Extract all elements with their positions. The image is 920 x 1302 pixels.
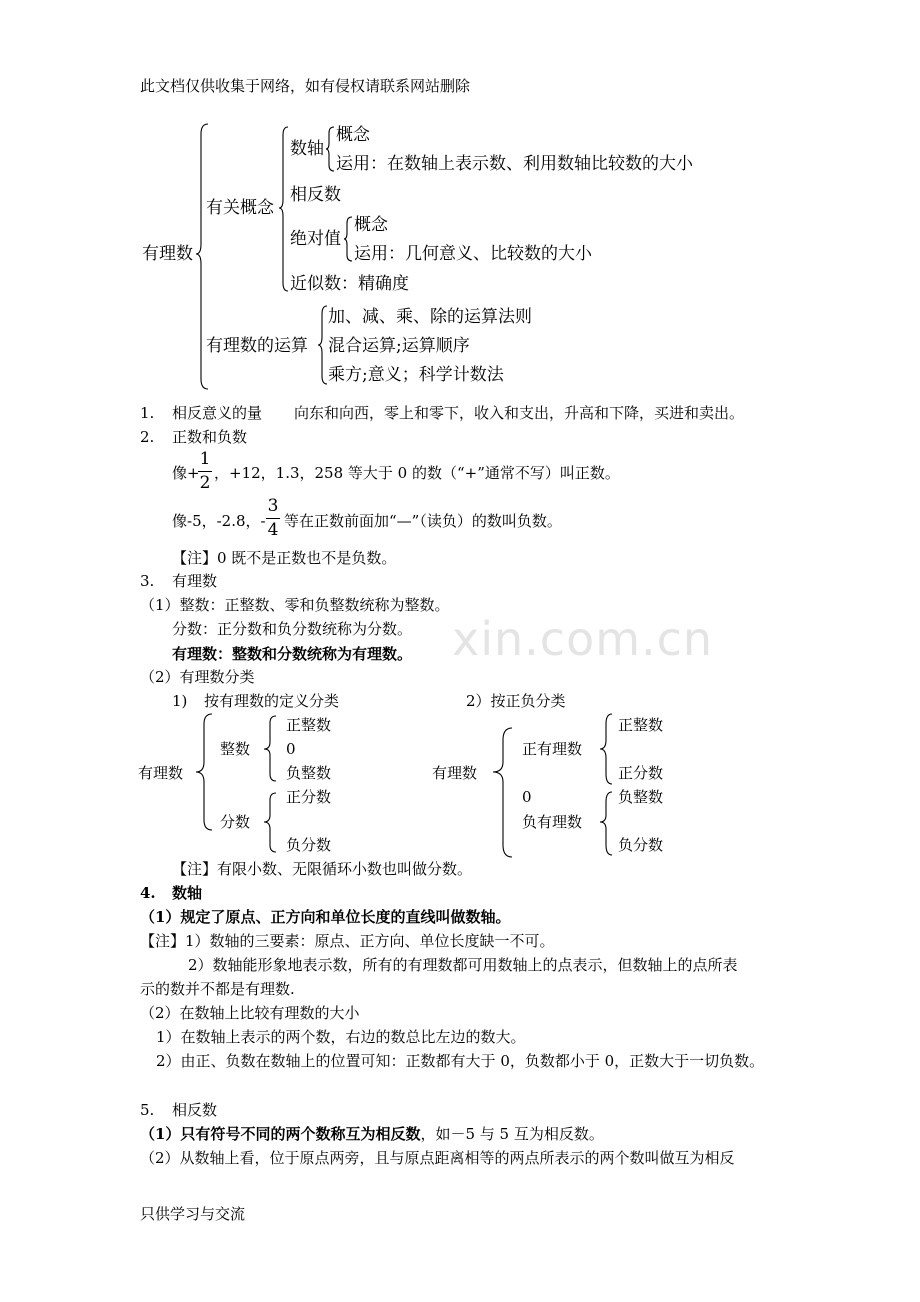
s5-num: 5. bbox=[140, 1101, 155, 1119]
s5-title: 相反数 bbox=[172, 1101, 218, 1119]
s1-title: 相反意义的量 bbox=[172, 404, 263, 422]
c1-neg-frac: 负分数 bbox=[286, 836, 332, 854]
s5-p2: （2）从数轴上看，位于原点两旁，且与原点距离相等的两点所表示的两个数叫做互为相反 bbox=[140, 1149, 735, 1167]
s2-pos-numerator: 1 bbox=[199, 449, 211, 469]
s3-p1: （1）整数：正整数、零和负整数统称为整数。 bbox=[140, 596, 450, 614]
s4-title: 数轴 bbox=[172, 884, 203, 902]
watermark: xin.com.cn bbox=[452, 612, 714, 666]
c1-root: 有理数 bbox=[138, 764, 184, 782]
tree-op1: 加、减、乘、除的运算法则 bbox=[328, 307, 532, 327]
s2-neg-numerator: 3 bbox=[267, 496, 279, 516]
c2-pos-int: 正整数 bbox=[618, 716, 664, 734]
tree-number-line: 数轴 bbox=[290, 139, 324, 159]
s3-p3: 有理数：整数和分数统称为有理数。 bbox=[172, 645, 413, 663]
s4-p2a: 1）在数轴上表示的两个数，右边的数总比左边的数大。 bbox=[156, 1028, 526, 1046]
s2-num: 2. bbox=[140, 428, 155, 446]
s2-title: 正数和负数 bbox=[172, 428, 248, 446]
s3-title: 有理数 bbox=[172, 572, 218, 590]
tree-abs-concept: 概念 bbox=[354, 215, 388, 235]
c1-int: 整数 bbox=[220, 740, 251, 758]
s5-p1-bold: （1）只有符号不同的两个数称互为相反数 bbox=[140, 1125, 421, 1143]
s4-note1: 【注】1）数轴的三要素：原点、正方向、单位长度缺一不可。 bbox=[140, 932, 555, 950]
page-header: 此文档仅供收集于网络，如有侵权请联系网站删除 bbox=[140, 77, 471, 95]
s1-num: 1. bbox=[140, 404, 155, 422]
tree-op3: 乘方;意义；科学计数法 bbox=[328, 365, 504, 385]
page-footer: 只供学习与交流 bbox=[140, 1205, 246, 1223]
tree-nl-use: 运用：在数轴上表示数、利用数轴比较数的大小 bbox=[336, 154, 693, 174]
tree-nl-concept: 概念 bbox=[336, 125, 370, 145]
c1-pos-int: 正整数 bbox=[286, 716, 332, 734]
tree-approx: 近似数：精确度 bbox=[290, 274, 409, 294]
s2-neg-denominator: 4 bbox=[267, 520, 279, 540]
s4-num: 4. bbox=[140, 884, 156, 902]
s1-text: 向东和向西，零上和零下，收入和支出，升高和下降，买进和卖出。 bbox=[294, 404, 745, 422]
tree-root: 有理数 bbox=[142, 244, 193, 264]
s4-p1: （1）规定了原点、正方向和单位长度的直线叫做数轴。 bbox=[140, 908, 511, 926]
s2-note: 【注】0 既不是正数也不是负数。 bbox=[172, 549, 397, 567]
c2-pos-frac: 正分数 bbox=[618, 764, 664, 782]
s3-p4: （2）有理数分类 bbox=[140, 668, 255, 686]
s2-neg-text: 等在正数前面加“—”（读负）的数叫负数。 bbox=[284, 512, 562, 530]
c2-zero: 0 bbox=[522, 788, 532, 806]
c2-root: 有理数 bbox=[432, 764, 478, 782]
s4-note2a: 2）数轴能形象地表示数，所有的有理数都可用数轴上的点表示，但数轴上的点所表 bbox=[188, 956, 738, 974]
s4-note2b: 示的数并不都是有理数. bbox=[140, 980, 295, 998]
c1-zero: 0 bbox=[286, 740, 296, 758]
tree-opposite: 相反数 bbox=[290, 185, 341, 205]
tree-op2: 混合运算;运算顺序 bbox=[328, 336, 470, 356]
c1-frac: 分数 bbox=[220, 813, 251, 831]
s2-neg-prefix: 像-5，-2.8，- bbox=[172, 512, 266, 530]
tree-abs-use: 运用：几何意义、比较数的大小 bbox=[354, 244, 592, 264]
s4-p2: （2）在数轴上比较有理数的大小 bbox=[140, 1004, 360, 1022]
c2-pos: 正有理数 bbox=[522, 740, 583, 758]
s3-p2: 分数：正分数和负分数统称为分数。 bbox=[172, 620, 413, 638]
s5-p1 bbox=[140, 1127, 604, 1142]
s3-c2-title: 2）按正负分类 bbox=[466, 692, 566, 710]
c1-neg-int: 负整数 bbox=[286, 764, 332, 782]
c2-neg-int: 负整数 bbox=[618, 788, 664, 806]
s2-pos-denominator: 2 bbox=[199, 473, 211, 493]
s3-note: 【注】有限小数、无限循环小数也叫做分数。 bbox=[172, 860, 473, 878]
s4-p2b: 2）由正、负数在数轴上的位置可知：正数都有大于 0，负数都小于 0，正数大于一切负数。 bbox=[156, 1052, 765, 1070]
s3-num: 3. bbox=[140, 572, 155, 590]
s2-pos-text: ，+12，1.3，258 等大于 0 的数（“+”通常不写）叫正数。 bbox=[214, 464, 620, 482]
tree-operations: 有理数的运算 bbox=[206, 336, 308, 356]
tree-abs-value: 绝对值 bbox=[290, 229, 341, 249]
s3-c1-num: 1) bbox=[172, 692, 188, 710]
c1-pos-frac: 正分数 bbox=[286, 788, 332, 806]
s3-c1-title: 按有理数的定义分类 bbox=[204, 692, 340, 710]
c2-neg-frac: 负分数 bbox=[618, 836, 664, 854]
s5-p1-rest: ，如－5 与 5 互为相反数。 bbox=[420, 1125, 604, 1143]
tree-concepts: 有关概念 bbox=[206, 198, 274, 218]
s2-pos-prefix: 像+ bbox=[172, 464, 200, 482]
c2-neg: 负有理数 bbox=[522, 813, 583, 831]
